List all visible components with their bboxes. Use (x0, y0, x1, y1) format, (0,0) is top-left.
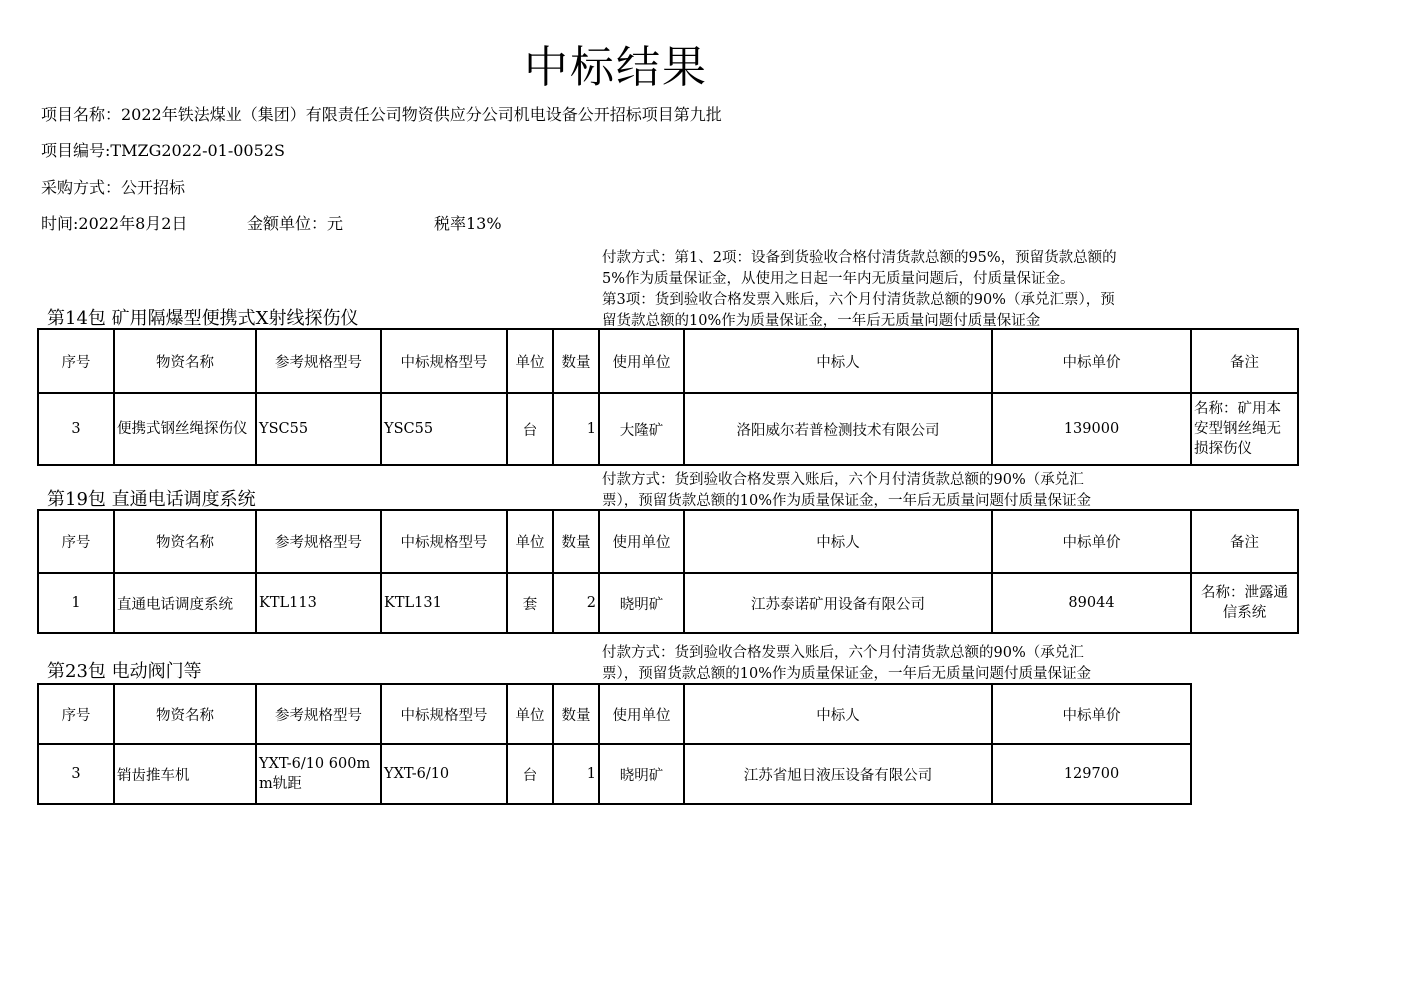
payment-line: 留货款总额的10%作为质量保证金，一年后无质量问题付质量保证金 (602, 313, 1041, 329)
cell-ref-spec: YXT-6/10 600mm轨距 (256, 744, 381, 804)
header-name: 物资名称 (114, 329, 256, 393)
result-table (37, 328, 1299, 466)
header-qty: 数量 (553, 684, 599, 744)
cell-bid-spec: YSC55 (381, 393, 507, 465)
cell-price: 139000 (992, 393, 1191, 465)
header-unit: 单位 (507, 510, 553, 573)
header-qty: 数量 (553, 329, 599, 393)
cell-user: 晓明矿 (599, 573, 684, 633)
payment-line: 票），预留货款总额的10%作为质量保证金，一年后无质量问题付质量保证金 (602, 493, 1091, 509)
bid-date: 时间:2022年8月2日 (41, 214, 188, 233)
table-header (38, 684, 1191, 744)
header-unit: 单位 (507, 329, 553, 393)
header-winner: 中标人 (684, 329, 992, 393)
project-number: 项目编号:TMZG2022-01-0052S (41, 141, 285, 160)
header-ref-spec: 参考规格型号 (256, 329, 381, 393)
cell-remark: 名称：矿用本安型钢丝绳无损探伤仪 (1191, 393, 1298, 465)
header-user: 使用单位 (599, 684, 684, 744)
cell-winner: 江苏泰诺矿用设备有限公司 (684, 573, 992, 633)
page-title: 中标结果 (524, 42, 708, 93)
header-ref-spec: 参考规格型号 (256, 684, 381, 744)
cell-qty: 1 (553, 393, 599, 465)
header-winner: 中标人 (684, 684, 992, 744)
cell-price: 129700 (992, 744, 1191, 804)
cell-name: 销齿推车机 (114, 744, 256, 804)
tax-rate: 税率13% (434, 214, 502, 233)
table-row (38, 573, 1298, 633)
payment-line: 5%作为质量保证金，从使用之日起一年内无质量问题后，付质量保证金。 (602, 271, 1075, 287)
package-title: 第14包 矿用隔爆型便携式X射线探伤仪 (47, 308, 359, 329)
header-winner: 中标人 (684, 510, 992, 573)
header-price: 中标单价 (992, 329, 1191, 393)
header-no: 序号 (38, 329, 114, 393)
cell-name: 直通电话调度系统 (114, 573, 256, 633)
cell-name: 便携式钢丝绳探伤仪 (114, 393, 256, 465)
header-qty: 数量 (553, 510, 599, 573)
time-row (41, 213, 641, 235)
cell-unit: 台 (507, 744, 553, 804)
currency-unit: 金额单位：元 (247, 214, 344, 233)
payment-line: 付款方式：第1、2项：设备到货验收合格付清货款总额的95%，预留货款总额的 (602, 250, 1117, 266)
table-header (38, 329, 1298, 393)
cell-qty: 2 (553, 573, 599, 633)
payment-line: 付款方式：货到验收合格发票入账后，六个月付清货款总额的90%（承兑汇 (602, 472, 1084, 488)
header-remark: 备注 (1191, 510, 1298, 573)
cell-winner: 江苏省旭日液压设备有限公司 (684, 744, 992, 804)
cell-no: 3 (38, 393, 114, 465)
table-header (38, 510, 1298, 573)
payment-terms (602, 470, 1192, 512)
cell-user: 晓明矿 (599, 744, 684, 804)
header-remark: 备注 (1191, 329, 1298, 393)
header-user: 使用单位 (599, 329, 684, 393)
result-table (37, 509, 1299, 634)
table-row (38, 393, 1298, 465)
header-no: 序号 (38, 510, 114, 573)
cell-unit: 套 (507, 573, 553, 633)
header-bid-spec: 中标规格型号 (381, 510, 507, 573)
payment-line: 付款方式：货到验收合格发票入账后，六个月付清货款总额的90%（承兑汇 (602, 645, 1084, 661)
header-name: 物资名称 (114, 510, 256, 573)
payment-terms (602, 643, 1192, 685)
cell-price: 89044 (992, 573, 1191, 633)
cell-no: 1 (38, 573, 114, 633)
cell-winner: 洛阳威尔若普检测技术有限公司 (684, 393, 992, 465)
cell-ref-spec: YSC55 (256, 393, 381, 465)
header-user: 使用单位 (599, 510, 684, 573)
payment-terms (602, 248, 1192, 332)
cell-bid-spec: YXT-6/10 (381, 744, 507, 804)
result-table (37, 683, 1192, 805)
header-price: 中标单价 (992, 510, 1191, 573)
cell-no: 3 (38, 744, 114, 804)
header-unit: 单位 (507, 684, 553, 744)
package-title: 第19包 直通电话调度系统 (47, 489, 256, 510)
cell-remark: 名称：泄露通信系统 (1191, 573, 1298, 633)
payment-line: 第3项：货到验收合格发票入账后，六个月付清货款总额的90%（承兑汇票），预 (602, 292, 1115, 308)
header-no: 序号 (38, 684, 114, 744)
payment-line: 票），预留货款总额的10%作为质量保证金，一年后无质量问题付质量保证金 (602, 666, 1091, 682)
header-name: 物资名称 (114, 684, 256, 744)
cell-bid-spec: KTL131 (381, 573, 507, 633)
header-ref-spec: 参考规格型号 (256, 510, 381, 573)
package-title: 第23包 电动阀门等 (47, 661, 202, 682)
procurement-method: 采购方式：公开招标 (41, 178, 186, 197)
header-bid-spec: 中标规格型号 (381, 684, 507, 744)
header-bid-spec: 中标规格型号 (381, 329, 507, 393)
cell-qty: 1 (553, 744, 599, 804)
table-row (38, 744, 1191, 804)
cell-unit: 台 (507, 393, 553, 465)
cell-ref-spec: KTL113 (256, 573, 381, 633)
header-price: 中标单价 (992, 684, 1191, 744)
project-name: 项目名称：2022年铁法煤业（集团）有限责任公司物资供应分公司机电设备公开招标项目第九批 (41, 105, 722, 124)
cell-user: 大隆矿 (599, 393, 684, 465)
